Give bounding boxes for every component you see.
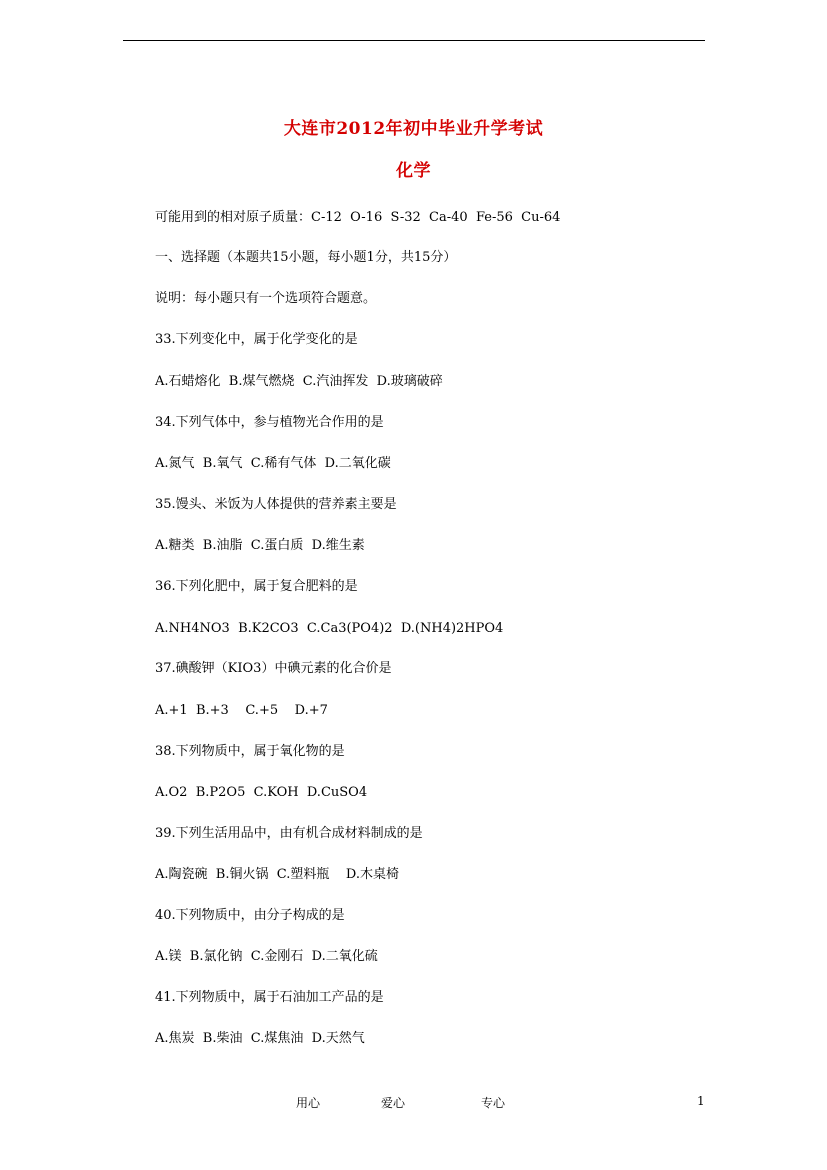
question-stem: 41.下列物质中，属于石油加工产品的是 — [155, 990, 384, 1005]
instruction-note: 说明：每小题只有一个选项符合题意。 — [155, 291, 377, 306]
atomic-masses-line: 可能用到的相对原子质量：C-12 O-16 S-32 Ca-40 Fe-56 Cu-64 — [155, 210, 561, 225]
document-subject: 化学 — [396, 161, 431, 181]
question-stem: 38.下列物质中，属于氧化物的是 — [155, 744, 345, 759]
question-options: A.NH4NO3 B.K2CO3 C.Ca3(PO4)2 D.(NH4)2HPO4 — [155, 621, 504, 636]
footer-motto-right: 专心 — [481, 1096, 506, 1110]
document-title: 大连市2012年初中毕业升学考试 — [283, 119, 544, 139]
section-heading: 一、选择题（本题共15小题，每小题1分，共15分） — [155, 250, 457, 265]
page-number: 1 — [697, 1094, 705, 1108]
question-stem: 34.下列气体中，参与植物光合作用的是 — [155, 415, 384, 430]
question-stem: 39.下列生活用品中，由有机合成材料制成的是 — [155, 826, 423, 841]
question-stem: 40.下列物质中，由分子构成的是 — [155, 908, 345, 923]
question-stem: 35.馒头、米饭为人体提供的营养素主要是 — [155, 497, 397, 512]
question-options: A.+1 B.+3 C.+5 D.+7 — [155, 703, 328, 718]
question-options: A.O2 B.P2O5 C.KOH D.CuSO4 — [155, 785, 368, 800]
question-stem: 33.下列变化中，属于化学变化的是 — [155, 332, 358, 347]
header-rule — [123, 40, 705, 41]
question-stem: 37.碘酸钾（KIO3）中碘元素的化合价是 — [155, 661, 392, 676]
question-options: A.氮气 B.氧气 C.稀有气体 D.二氧化碳 — [155, 456, 391, 471]
question-options: A.镁 B.氯化钠 C.金刚石 D.二氧化硫 — [155, 949, 378, 964]
footer-motto-middle: 爱心 — [381, 1096, 406, 1110]
question-options: A.糖类 B.油脂 C.蛋白质 D.维生素 — [155, 538, 365, 553]
question-options: A.石蜡熔化 B.煤气燃烧 C.汽油挥发 D.玻璃破碎 — [155, 374, 443, 389]
question-stem: 36.下列化肥中，属于复合肥料的是 — [155, 579, 358, 594]
question-options: A.陶瓷碗 B.铜火锅 C.塑料瓶 D.木桌椅 — [155, 867, 399, 882]
footer-motto-left: 用心 — [296, 1096, 321, 1110]
question-options: A.焦炭 B.柴油 C.煤焦油 D.天然气 — [155, 1031, 365, 1046]
